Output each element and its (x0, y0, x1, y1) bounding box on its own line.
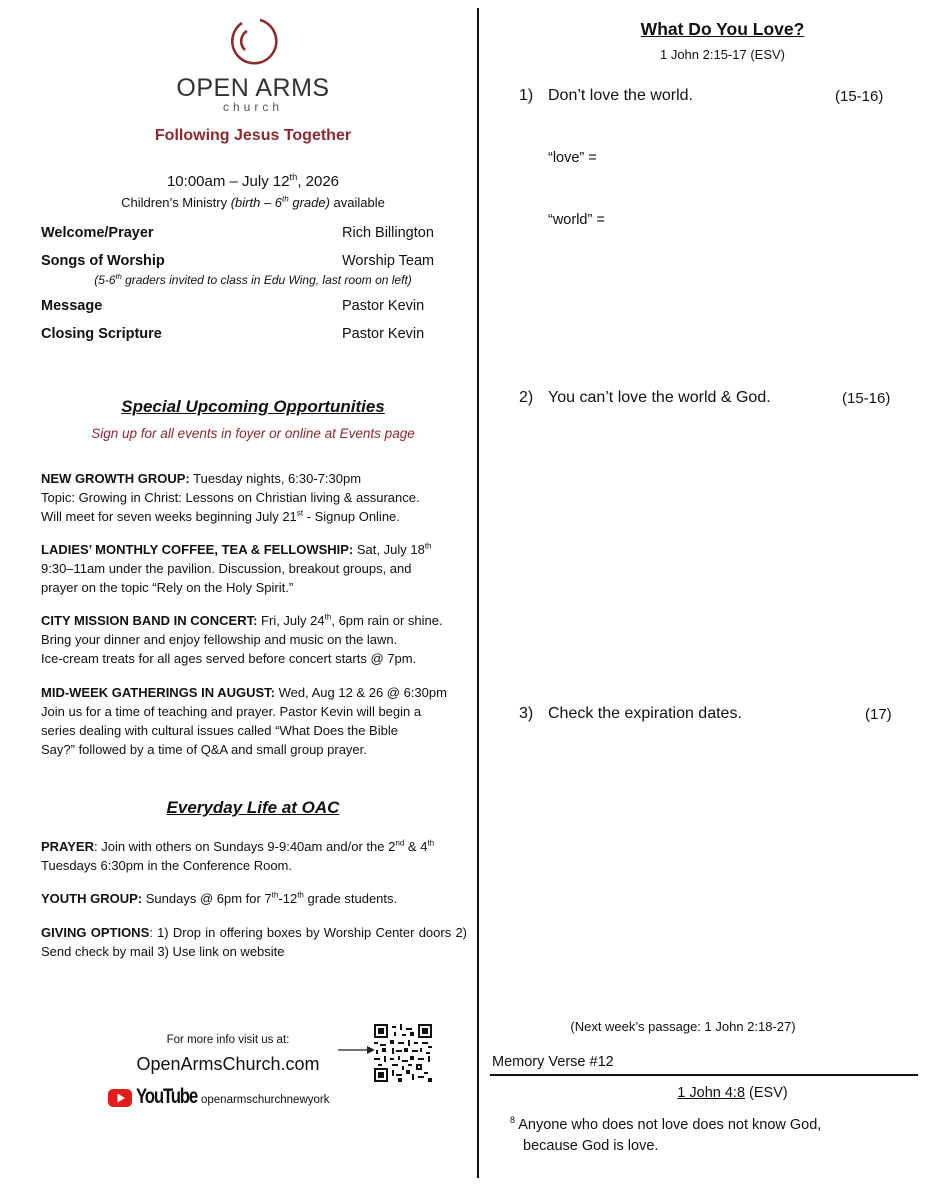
point-3-number: 3) (519, 705, 534, 722)
world-definition-field: “world” = (548, 212, 605, 228)
life-prayer: PRAYER: Join with others on Sundays 9-9:40am and/or the 2nd & 4th Tuesdays 6:30pm in the Conference Room. (41, 838, 435, 873)
order-label-welcome: Welcome/Prayer (41, 225, 154, 241)
point-2-number: 2) (519, 389, 534, 406)
memory-verse-reference: 1 John 4:8 (ESV) (677, 1085, 788, 1101)
logo-subtitle: church (222, 100, 284, 114)
order-value-closing: Pastor Kevin (342, 326, 425, 342)
life-giving-options: GIVING OPTIONS: 1) Drop in offering boxes by Worship Center doors 2) Send check by mail 3) Use link on website (41, 925, 467, 959)
everyday-life-heading: Everyday Life at OAC (166, 798, 340, 817)
opportunities-subheading: Sign up for all events in foyer or online at Events page (91, 426, 415, 441)
opportunity-growth-group: NEW GROWTH GROUP: Tuesday nights, 6:30-7:30pm Topic: Growing in Christ: Lessons on Christian living & assurance. Will meet for seven weeks beginning July 21st - Signup Online. (41, 471, 420, 524)
worship-class-note: (5-6th graders invited to class in Edu Wing, last room on left) (94, 272, 412, 287)
sermon-reference: 1 John 2:15-17 (ESV) (659, 47, 786, 62)
logo-name: OPEN ARMS (176, 74, 330, 102)
order-value-songs: Worship Team (342, 253, 435, 269)
memory-verse-label: Memory Verse #12 (492, 1054, 614, 1070)
love-definition-field: “love” = (548, 150, 597, 166)
point-3-text: Check the expiration dates. (548, 705, 742, 722)
order-value-message: Pastor Kevin (342, 298, 425, 314)
order-label-closing: Closing Scripture (41, 326, 162, 342)
youtube-handle[interactable]: openarmschurchnewyork (201, 1094, 330, 1106)
memory-verse-text: $^8$ Anyone who does not love does not know God, because God is love. (510, 1115, 822, 1154)
more-info-label: For more info visit us at: (166, 1034, 290, 1046)
point-1-text: Don’t love the world. (548, 87, 693, 104)
point-1-reference: (15-16) (835, 88, 884, 105)
memory-verse-rule (490, 1074, 918, 1076)
order-label-message: Message (41, 298, 103, 314)
qr-code-icon[interactable] (374, 1024, 432, 1082)
website-link[interactable]: OpenArmsChurch.com (136, 1054, 320, 1074)
column-divider (477, 8, 479, 1178)
logo-icon (228, 16, 278, 66)
opportunity-ladies-coffee: LADIES’ MONTHLY COFFEE, TEA & FELLOWSHIP: Sat, July 18th 9:30–11am under the pavilion. Discussion, breakout groups, and prayer on the topic “Rely on the Holy Spirit.” (41, 541, 432, 595)
point-3-reference: (17) (865, 706, 892, 723)
service-time: 10:00am – July 12th, 2026 (166, 172, 340, 190)
opportunities-heading: Special Upcoming Opportunities (121, 397, 385, 416)
sermon-title: What Do You Love? (640, 19, 805, 39)
youtube-play-icon[interactable] (108, 1089, 132, 1107)
next-week-passage: (Next week’s passage: 1 John 2:18-27) (570, 1019, 796, 1034)
tagline: Following Jesus Together (154, 127, 352, 144)
point-2-text: You can’t love the world & God. (548, 389, 771, 406)
childrens-ministry-note: Children’s Ministry (birth – 6th grade) available (121, 194, 385, 210)
opportunity-mid-week: MID-WEEK GATHERINGS IN AUGUST: Wed, Aug 12 & 26 @ 6:30pm Join us for a time of teaching and prayer. Pastor Kevin will begin a series dealing with cultural issues called “What Does the Bible Say?” followed by a time of Q&A and small group prayer. (41, 685, 447, 757)
point-2-reference: (15-16) (842, 390, 891, 407)
point-1-number: 1) (519, 87, 534, 104)
order-label-songs: Songs of Worship (41, 253, 165, 269)
order-value-welcome: Rich Billington (342, 225, 434, 241)
youtube-wordmark: YouTube (136, 1085, 197, 1108)
life-youth-group: YOUTH GROUP: Sundays @ 6pm for 7th-12th grade students. (41, 890, 398, 906)
opportunity-band-concert: CITY MISSION BAND IN CONCERT: Fri, July 24th, 6pm rain or shine. Bring your dinner and enjoy fellowship and music on the lawn. Ice-cream treats for all ages served before concert starts @ 7pm. (41, 612, 443, 666)
arrow-right-icon (337, 1043, 377, 1057)
